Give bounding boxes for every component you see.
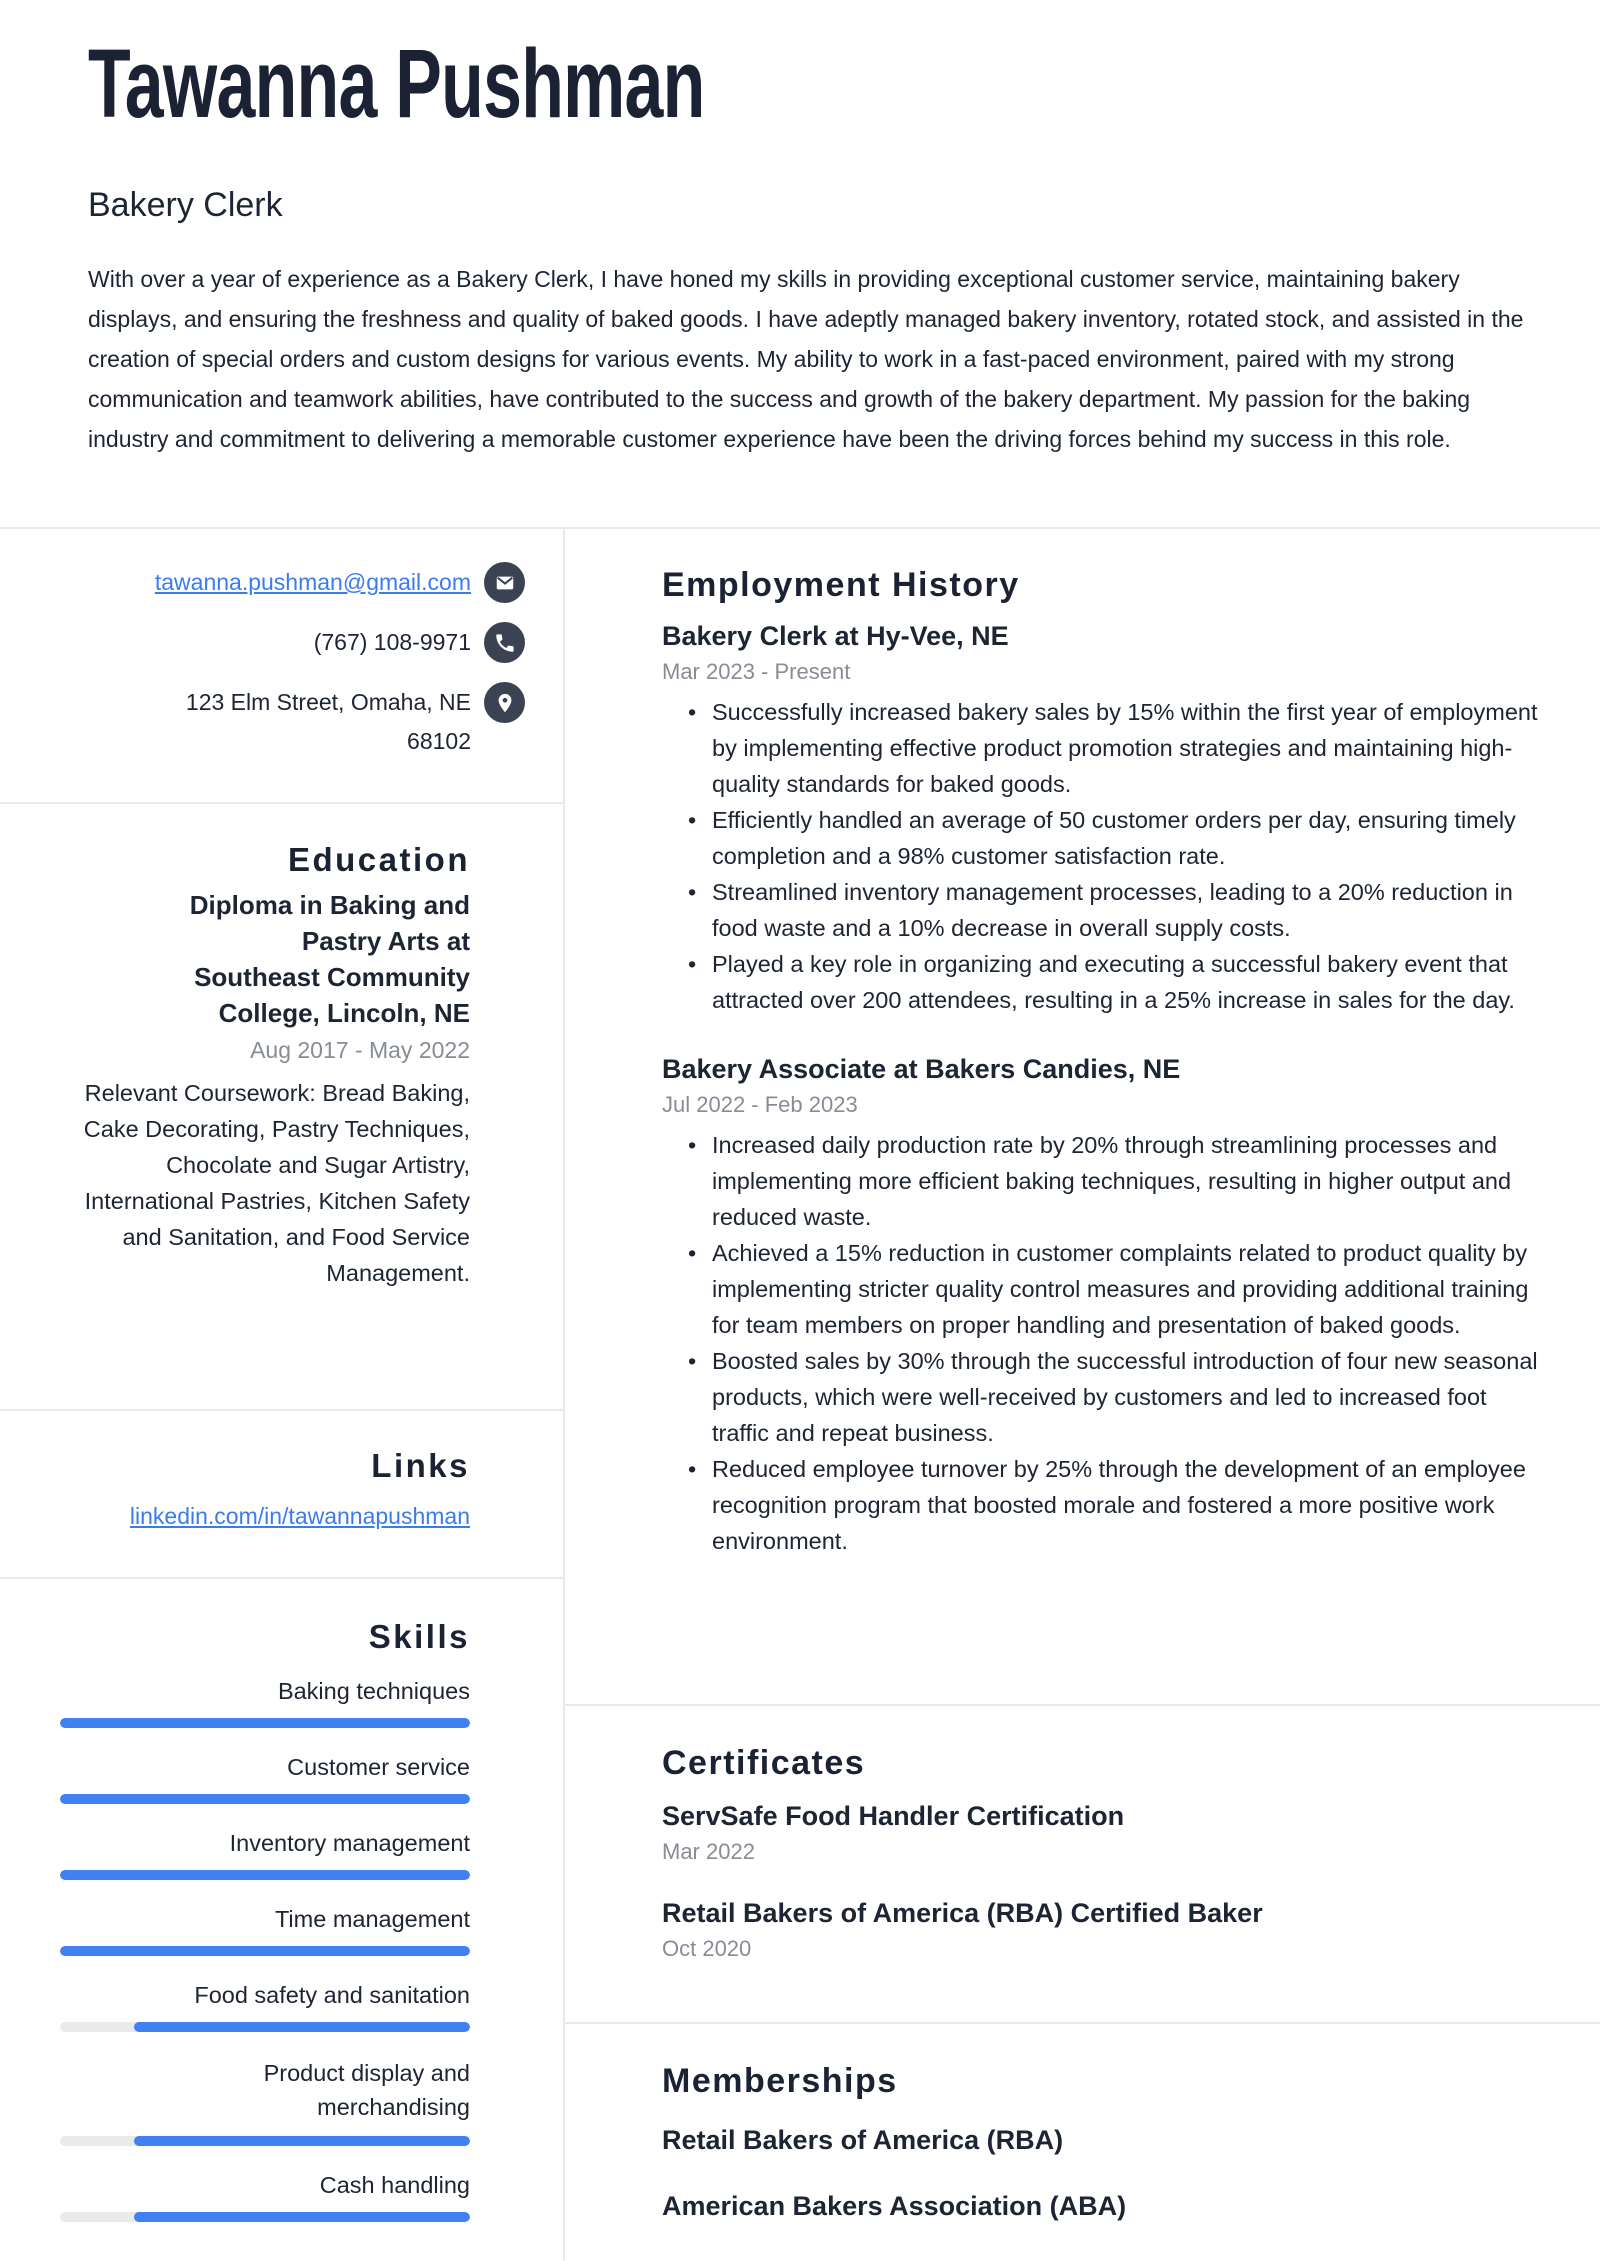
skill-item <box>60 2170 470 2222</box>
skill-item <box>60 2056 470 2146</box>
skill-bar-fill <box>60 1718 470 1728</box>
skill-bar-fill <box>60 1870 470 1880</box>
membership-title: Retail Bakers of America (RBA) <box>662 2125 1064 2155</box>
education-heading: Education <box>287 841 470 878</box>
skill-bar-fill <box>60 1794 470 1804</box>
skill-bar <box>60 2212 470 2222</box>
job-bullet-list <box>662 1127 1540 1559</box>
skill-bar <box>60 1718 470 1728</box>
skill-bar-fill <box>60 1946 470 1956</box>
contact-address-row <box>60 682 525 761</box>
skill-bar <box>60 1946 470 1956</box>
certificate-title: Retail Bakers of America (RBA) Certified Baker <box>662 1898 1263 1928</box>
skill-bar <box>60 1794 470 1804</box>
employment-section <box>564 528 1600 1559</box>
mail-icon <box>484 562 525 603</box>
job-entry-title: Bakery Associate at Bakers Candies, NE <box>662 1054 1181 1084</box>
contact-section <box>0 528 564 780</box>
skill-label: Time management <box>274 1906 470 1932</box>
list-item: • Achieved a 15% reduction in customer complaints related to product quality by implementing stricter quality control measures and providing additional training for team members on proper handling and presentation of baked goods. <box>662 1235 1540 1343</box>
certificate-date: Oct 2020 <box>662 1936 752 1961</box>
skill-label: Baking techniques <box>277 1678 470 1704</box>
education-dates: Aug 2017 - May 2022 <box>250 1037 470 1063</box>
list-item: • Successfully increased bakery sales by 15% within the first year of employment by implementing effective product promotion strategies and maintaining high-quality standards for baked goods. <box>662 694 1540 802</box>
skill-bar <box>60 1870 470 1880</box>
email-link[interactable]: tawanna.pushman@gmail.com <box>154 569 471 595</box>
list-item: • Efficiently handled an average of 50 customer orders per day, ensuring timely completion and a 98% customer satisfaction rate. <box>662 802 1540 874</box>
skill-bar-fill <box>134 2212 470 2222</box>
skill-bar-fill <box>134 2136 470 2146</box>
profile-summary: With over a year of experience as a Bakery Clerk, I have honed my skills in providing exceptional customer service, maintaining bakery displays, and ensuring the freshness and quality of baked goods. I have adeptly managed bakery inventory, rotated stock, and assisted in the creation of special orders and custom designs for various events. My ability to work in a fast-paced environment, paired with my strong communication and teamwork abilities, have contributed to the success and growth of the bakery department. My passion for the baking industry and commitment to delivering a memorable customer experience have been the driving forces behind my success in this role. <box>88 266 1524 452</box>
list-item: • Streamlined inventory management processes, leading to a 20% reduction in food waste and a 10% decrease in overall supply costs. <box>662 874 1540 946</box>
membership-entry <box>662 2189 1540 2223</box>
links-section <box>0 1410 564 1531</box>
list-item: • Played a key role in organizing and executing a successful bakery event that attracted over 200 attendees, resulting in a 25% increase in sales for the day. <box>662 946 1540 1018</box>
memberships-section <box>564 2023 1600 2223</box>
linkedin-link[interactable]: linkedin.com/in/tawannapushman <box>129 1503 470 1529</box>
job-entry-dates: Mar 2023 - Present <box>662 659 851 684</box>
job-bullet-list <box>662 694 1540 1018</box>
skill-bar-fill <box>134 2022 470 2032</box>
job-entry <box>662 619 1540 1018</box>
skill-bar <box>60 2022 470 2032</box>
job-entry-title: Bakery Clerk at Hy-Vee, NE <box>662 621 1009 651</box>
contact-email-row <box>60 562 525 603</box>
address-text: 123 Elm Street, Omaha, NE 68102 <box>185 689 471 754</box>
page-title: Tawanna Pushman <box>88 29 705 138</box>
skill-item <box>60 1904 470 1956</box>
job-entry <box>662 1052 1540 1559</box>
skill-label: Product display and merchandising <box>263 2060 470 2120</box>
memberships-heading: Memberships <box>662 2062 898 2100</box>
skill-item <box>60 1752 470 1804</box>
list-item <box>60 1501 470 1531</box>
list-item: • Boosted sales by 30% through the successful introduction of four new seasonal products, which were well-received by customers and led to increased foot traffic and repeat business. <box>662 1343 1540 1451</box>
skill-label: Food safety and sanitation <box>194 1982 470 2008</box>
certificate-date: Mar 2022 <box>662 1839 755 1864</box>
skill-item <box>60 1828 470 1880</box>
education-section <box>0 803 564 1291</box>
certificate-entry <box>662 1896 1540 1963</box>
phone-icon <box>484 622 525 663</box>
skill-label: Customer service <box>287 1754 470 1780</box>
employment-heading: Employment History <box>662 566 1020 604</box>
membership-entry <box>662 2123 1540 2157</box>
certificates-section <box>564 1705 1600 1963</box>
skill-label: Inventory management <box>229 1830 470 1856</box>
certificate-title: ServSafe Food Handler Certification <box>662 1801 1125 1831</box>
links-heading: Links <box>371 1447 470 1484</box>
skill-bar <box>60 2136 470 2146</box>
certificate-entry <box>662 1799 1540 1866</box>
skill-item <box>60 1676 470 1728</box>
job-entry-dates: Jul 2022 - Feb 2023 <box>662 1092 858 1117</box>
education-coursework: Relevant Coursework: Bread Baking, Cake Decorating, Pastry Techniques, Chocolate and Sugar Artistry, International Pastries, Kitchen Safety and Sanitation, and Food Service Management. <box>83 1080 470 1286</box>
education-degree: Diploma in Baking and Pastry Arts at Southeast Community College, Lincoln, NE <box>189 890 470 1028</box>
certificates-heading: Certificates <box>662 1744 866 1782</box>
location-pin-icon <box>484 682 525 723</box>
skills-heading: Skills <box>368 1618 470 1655</box>
phone-number: (767) 108-9971 <box>313 629 471 655</box>
skill-label: Cash handling <box>319 2172 470 2198</box>
membership-title: American Bakers Association (ABA) <box>662 2191 1127 2221</box>
contact-phone-row <box>60 622 525 663</box>
skills-section <box>0 1578 564 2246</box>
list-item: • Increased daily production rate by 20% through streamlining processes and implementing more efficient baking techniques, resulting in higher output and reduced waste. <box>662 1127 1540 1235</box>
resume-header <box>0 0 1600 459</box>
skill-item <box>60 1980 470 2032</box>
list-item: • Reduced employee turnover by 25% through the development of an employee recognition program that boosted morale and fostered a more positive work environment. <box>662 1451 1540 1559</box>
job-title: Bakery Clerk <box>88 186 283 224</box>
